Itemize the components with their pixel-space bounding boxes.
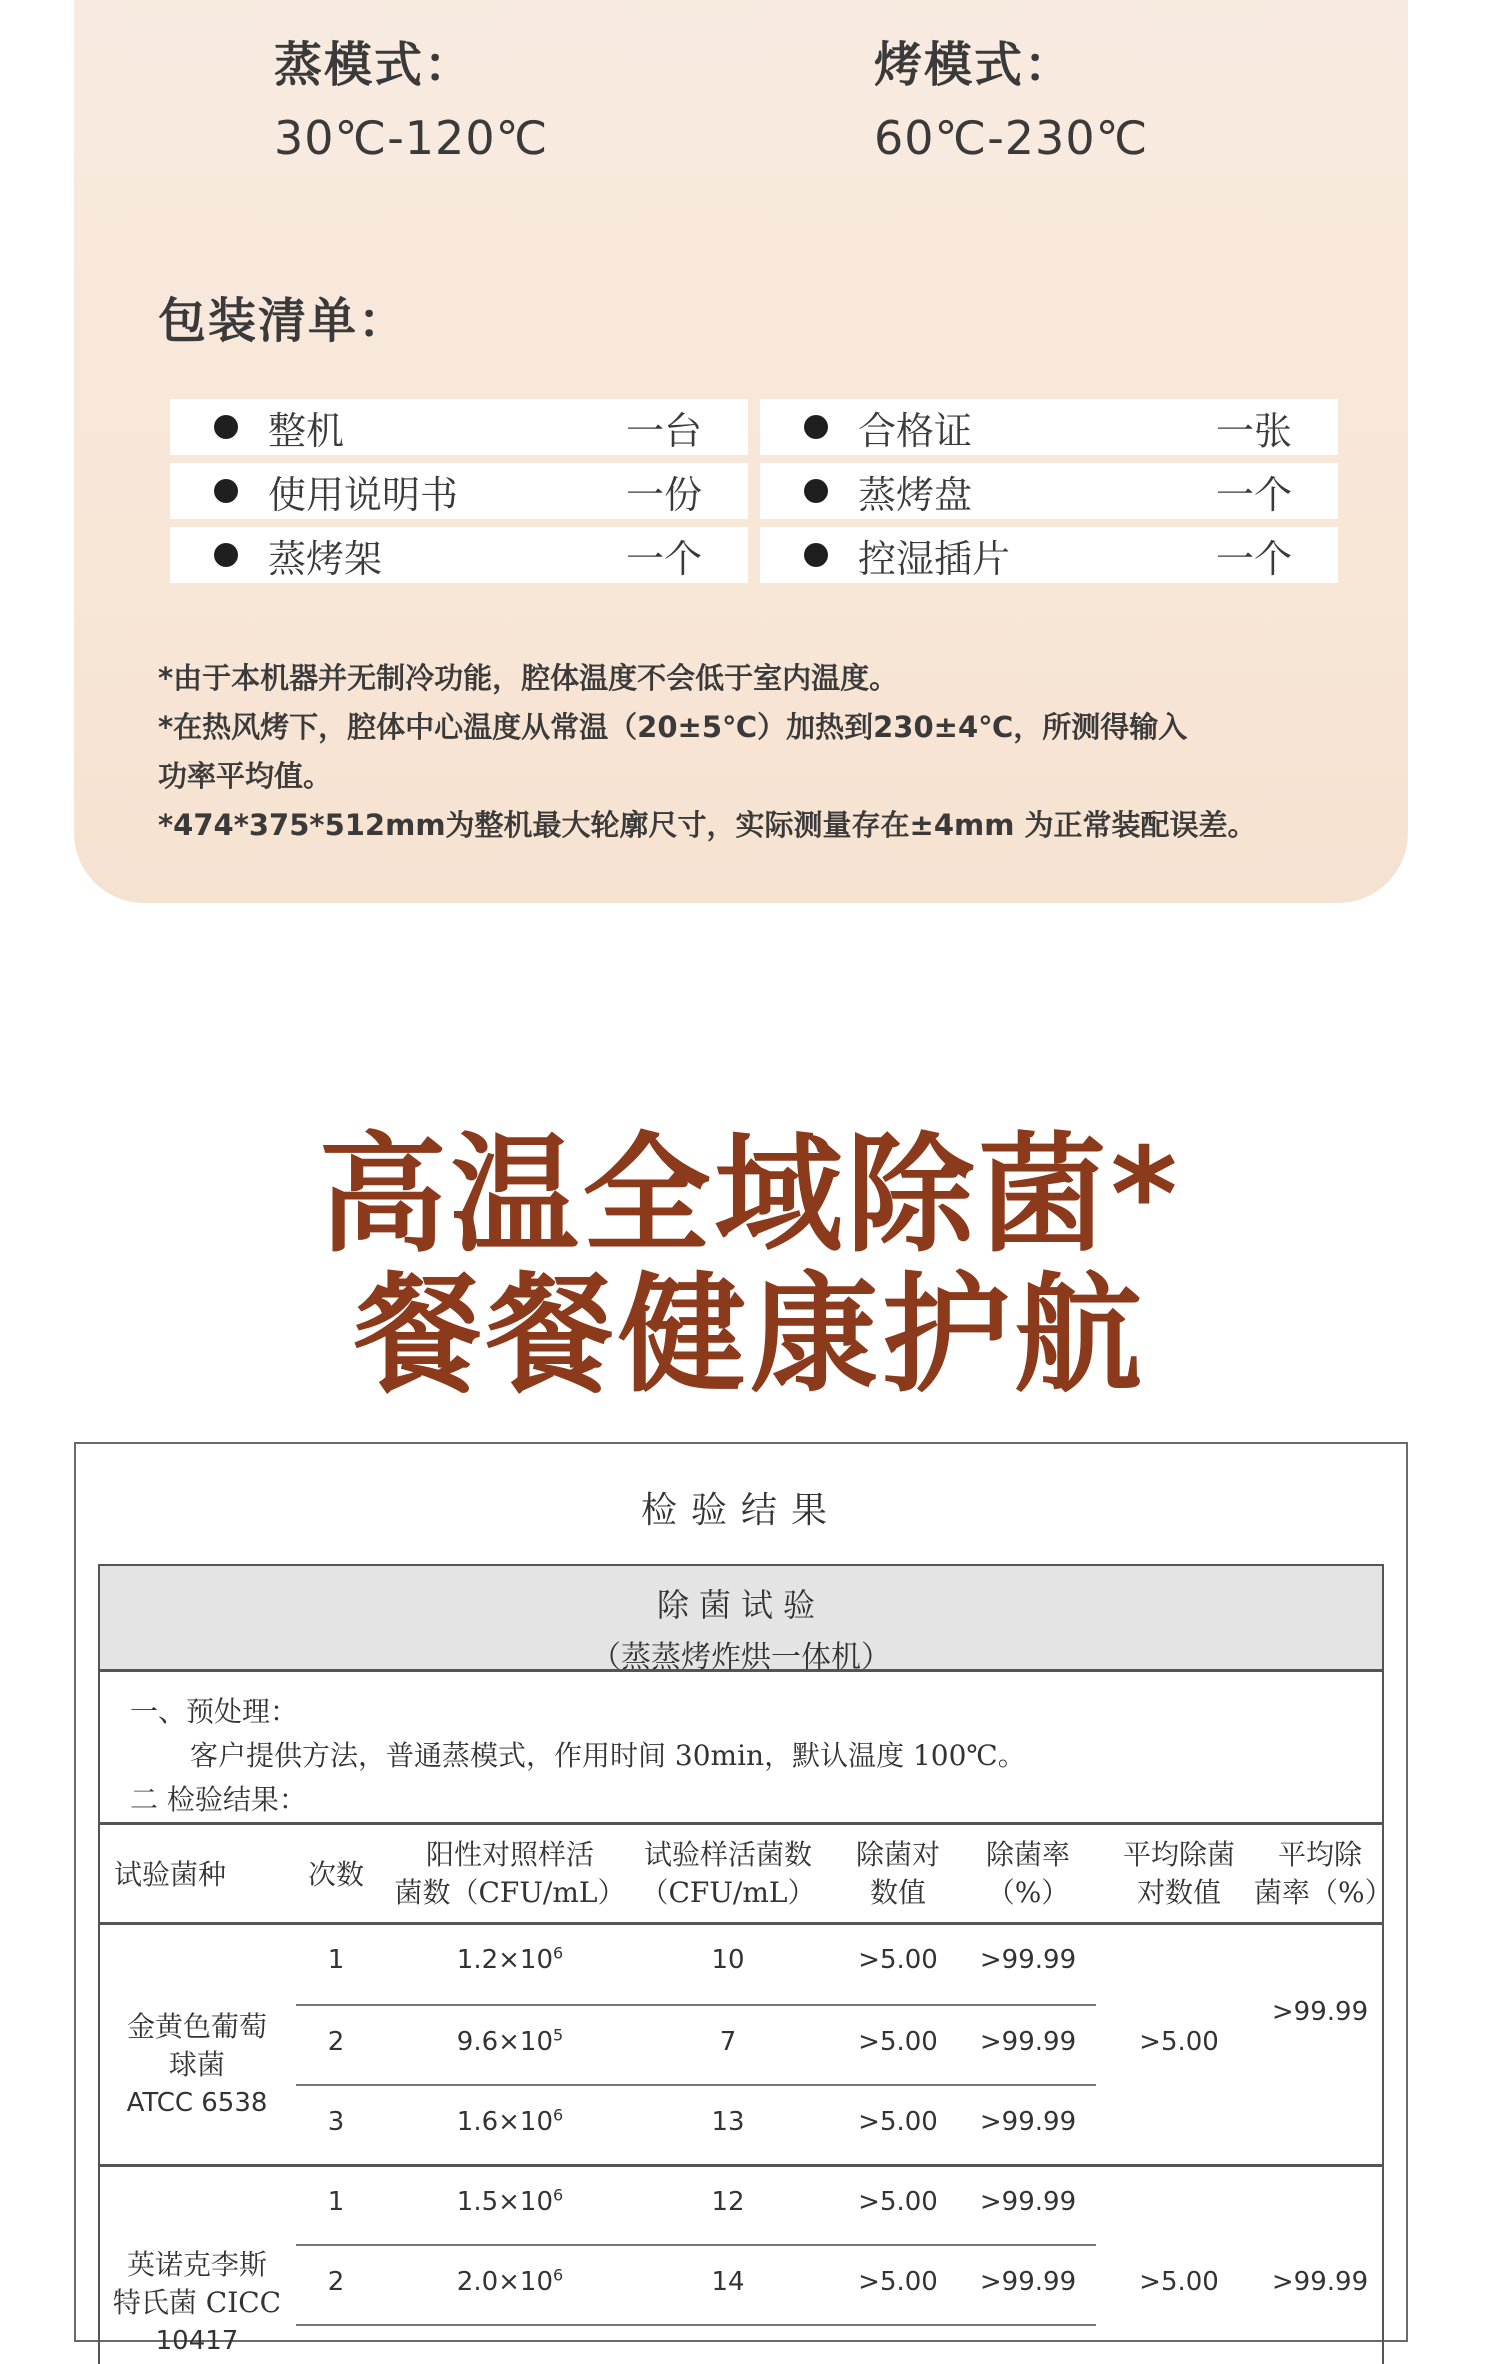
header-control — [390, 1836, 630, 1912]
control-base: 1.6×10 — [456, 2107, 554, 2137]
report-table — [98, 1564, 1393, 2364]
report-title: 检验结果 — [640, 1490, 841, 1531]
bullet-icon — [804, 479, 828, 503]
result-label: 二 检验结果： — [130, 1783, 307, 1816]
divider — [100, 1822, 1382, 1825]
footnote: *由于本机器并无制冷功能，腔体温度不会低于室内温度。 — [158, 661, 899, 695]
packing-item-name: 控湿插片 — [858, 536, 1011, 581]
rate-value: >99.99 — [979, 2187, 1077, 2217]
avg-log-value: >5.00 — [1139, 2027, 1219, 2057]
packing-list-title: 包装清单： — [158, 293, 409, 349]
header-rate-line1: 除菌率 — [985, 1838, 1070, 1871]
sample-count: 14 — [711, 2267, 745, 2297]
bake-mode-label: 烤模式： — [874, 37, 1075, 93]
species-line: ATCC 6538 — [126, 2088, 268, 2118]
row-number: 1 — [327, 2187, 345, 2217]
species-cell — [100, 2008, 294, 2122]
row-divider — [296, 2244, 1096, 2246]
header-avg-rate-line2: 菌率（%） — [1254, 1876, 1393, 1909]
species-cell — [100, 2246, 294, 2360]
divider — [100, 1922, 1382, 1925]
device-name: （蒸蒸烤炸烘一体机） — [591, 1640, 891, 1675]
log-value: >5.00 — [858, 1945, 938, 1975]
row-number: 3 — [327, 2107, 345, 2137]
header-rate-line2: （%） — [986, 1876, 1070, 1909]
header-sample-line2: （CFU/mL） — [640, 1876, 816, 1909]
avg-rate-value: >99.99 — [1271, 1997, 1369, 2027]
packing-item — [760, 463, 1338, 519]
packing-item-qty: 一个 — [625, 536, 702, 581]
sample-count: 7 — [719, 2027, 737, 2057]
pretreatment-label: 一、预处理： — [130, 1695, 299, 1728]
header-times: 次数 — [307, 1858, 364, 1891]
bullet-icon — [214, 479, 238, 503]
bullet-icon — [804, 543, 828, 567]
packing-item-name: 蒸烤架 — [268, 536, 383, 581]
control-exponent: 6 — [553, 1943, 564, 1963]
avg-log-value: >5.00 — [1139, 2267, 1219, 2297]
header-rate — [968, 1836, 1088, 1912]
sample-count: 12 — [711, 2187, 745, 2217]
row-divider — [296, 2084, 1096, 2086]
packing-item-name: 蒸烤盘 — [858, 472, 973, 517]
bullet-icon — [804, 415, 828, 439]
pretreatment-text: 客户提供方法，普通蒸模式，作用时间 30min，默认温度 100℃。 — [190, 1739, 1026, 1772]
species-line: 10417 — [155, 2326, 239, 2356]
header-control-line2: 菌数（CFU/mL） — [394, 1876, 626, 1909]
packing-item-name: 整机 — [268, 408, 345, 453]
control-exponent: 6 — [553, 2265, 564, 2285]
row-number: 1 — [327, 1945, 345, 1975]
packing-item-qty: 一个 — [1215, 536, 1292, 581]
test-name: 除菌试验 — [656, 1586, 825, 1624]
control-count — [390, 2252, 630, 2312]
packing-item — [760, 399, 1338, 455]
packing-item-qty: 一个 — [1215, 472, 1292, 517]
control-count — [390, 2172, 630, 2232]
steam-mode-range: 30℃-120℃ — [274, 111, 549, 165]
inspection-report — [74, 1442, 1408, 2356]
header-avg-rate-line1: 平均除 — [1277, 1838, 1362, 1871]
rate-value: >99.99 — [979, 2107, 1077, 2137]
species-line: 英诺克李斯 — [126, 2248, 267, 2281]
header-log-line2: 数值 — [869, 1876, 926, 1909]
packing-item — [170, 527, 748, 583]
packing-item-name: 合格证 — [858, 408, 973, 453]
control-base: 1.5×10 — [456, 2187, 554, 2217]
header-species: 试验菌种 — [113, 1858, 226, 1891]
footnote: 功率平均值。 — [158, 759, 333, 793]
header-avg-log-line1: 平均除菌 — [1122, 1838, 1235, 1871]
packing-item-qty: 一张 — [1215, 408, 1292, 453]
packing-item-name: 使用说明书 — [268, 472, 459, 517]
bullet-icon — [214, 415, 238, 439]
row-divider — [296, 2324, 1096, 2326]
header-avg-log — [1104, 1836, 1254, 1912]
headline-line-2: 餐餐健康护航 — [353, 1261, 1146, 1410]
steam-mode — [274, 26, 548, 165]
bake-mode-range: 60℃-230℃ — [874, 111, 1149, 165]
control-base: 2.0×10 — [456, 2267, 554, 2297]
control-base: 9.6×10 — [456, 2027, 554, 2057]
steam-mode-label: 蒸模式： — [274, 37, 475, 93]
row-number: 2 — [327, 2027, 345, 2057]
log-value: >5.00 — [858, 2107, 938, 2137]
control-base: 1.2×10 — [456, 1945, 554, 1975]
rate-value: >99.99 — [979, 2267, 1077, 2297]
species-line: 金黄色葡萄 — [126, 2010, 267, 2043]
footnote: *在热风烤下，腔体中心温度从常温（20±5℃）加热到230±4℃，所测得输入 — [158, 710, 1188, 744]
control-count — [390, 2092, 630, 2152]
species-line: 特氏菌 CICC — [112, 2286, 282, 2319]
packing-item — [170, 399, 748, 455]
divider — [100, 2164, 1382, 2167]
control-count — [390, 2012, 630, 2072]
packing-item — [170, 463, 748, 519]
packing-item — [760, 527, 1338, 583]
control-count — [390, 1930, 630, 1990]
footnote: *474*375*512mm为整机最大轮廓尺寸，实际测量存在±4mm 为正常装配误差。 — [158, 808, 1257, 842]
control-exponent: 5 — [553, 2025, 564, 2045]
report-table-header — [100, 1566, 1382, 1675]
headline-line-1: 高温全域除菌* — [318, 1121, 1182, 1270]
row-divider — [296, 2004, 1096, 2006]
bake-mode — [874, 26, 1148, 165]
log-value: >5.00 — [858, 2267, 938, 2297]
header-avg-log-line2: 对数值 — [1136, 1876, 1221, 1909]
header-log-line1: 除菌对 — [855, 1838, 940, 1871]
rate-value: >99.99 — [979, 2027, 1077, 2057]
log-value: >5.00 — [858, 2187, 938, 2217]
footnotes — [158, 654, 1358, 850]
bullet-icon — [214, 543, 238, 567]
rate-value: >99.99 — [979, 1945, 1077, 1975]
header-log — [838, 1836, 958, 1912]
control-exponent: 6 — [553, 2105, 564, 2125]
header-control-line1: 阳性对照样活 — [425, 1838, 594, 1871]
avg-rate-value: >99.99 — [1271, 2267, 1369, 2297]
header-sample — [618, 1836, 838, 1912]
control-exponent: 6 — [553, 2185, 564, 2205]
species-line: 球菌 — [168, 2048, 225, 2081]
header-avg-rate — [1254, 1836, 1393, 1912]
header-sample-line1: 试验样活菌数 — [643, 1838, 812, 1871]
sample-count: 10 — [711, 1945, 745, 1975]
row-number: 2 — [327, 2267, 345, 2297]
packing-item-qty: 一份 — [625, 472, 702, 517]
log-value: >5.00 — [858, 2027, 938, 2057]
packing-item-qty: 一台 — [625, 408, 702, 453]
sample-count: 13 — [711, 2107, 745, 2137]
